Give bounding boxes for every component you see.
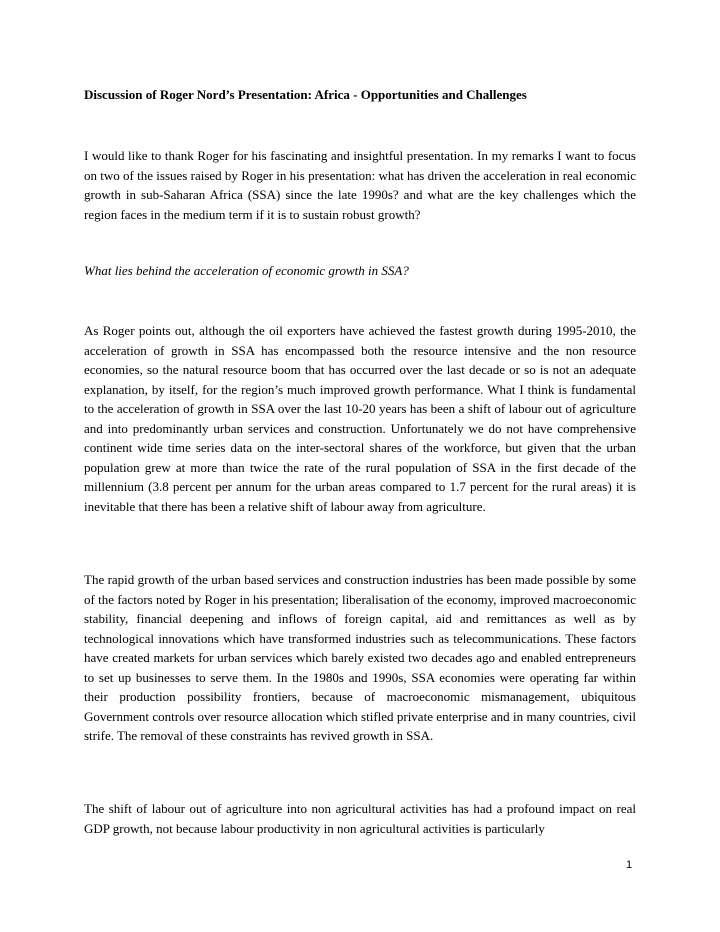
- document-title: Discussion of Roger Nord’s Presentation: Africa - Opportunities and Challenges: [84, 87, 527, 102]
- paragraph-intro: I would like to thank Roger for his fascinating and insightful presentation. In my remarks I want to focus on two of the issues raised by Roger in his presentation: what has driven the acceleration in real economic growth in sub-Saharan Africa (SSA) since the late 1990s? and what are the key challenges which the region faces in the medium term if it is to sustain robust growth?: [84, 148, 636, 222]
- section-subheading: What lies behind the acceleration of economic growth in SSA?: [84, 263, 409, 278]
- paragraph-labour-shift: The shift of labour out of agriculture into non agricultural activities has had a profound impact on real GDP growth, not because labour productivity in non agricultural activities is particularly: [84, 801, 636, 836]
- page-number: 1: [626, 859, 633, 871]
- paragraph-growth-acceleration: As Roger points out, although the oil exporters have achieved the fastest growth during 1995-2010, the acceleration of growth in SSA has encompassed both the resource intensive and the non resource economies, so the natural resource boom that has occurred over the last decade or so is not an adequate explanation, by itself, for the region’s much improved growth performance. What I think is fundamental to the acceleration of growth in SSA over the last 10-20 years has been a shift of labour out of agriculture and into predominantly urban services and construction. Unfortunately we do not have comprehensive continent wide time series data on the inter-sectoral shares of the workforce, but given that the urban population grew at more than twice the rate of the rural population of SSA in the first decade of the millennium (3.8 percent per annum for the urban areas compared to 1.7 percent for the rural areas) it is inevitable that there has been a relative shift of labour away from agriculture.: [84, 323, 636, 514]
- paragraph-urban-services: The rapid growth of the urban based services and construction industries has been made possible by some of the factors noted by Roger in his presentation; liberalisation of the economy, improved macroeconomic stability, financial deepening and inflows of foreign capital, aid and remittances as well as by technological innovations which have transformed industries such as telecommunications. These factors have created markets for urban services which barely existed two decades ago and enabled entrepreneurs to set up businesses to serve them. In the 1980s and 1990s, SSA economies were operating far within their production possibility frontiers, because of macroeconomic mismanagement, ubiquitous Government controls over resource allocation which stifled private enterprise and in many countries, civil strife. The removal of these constraints has revived growth in SSA.: [84, 572, 636, 743]
